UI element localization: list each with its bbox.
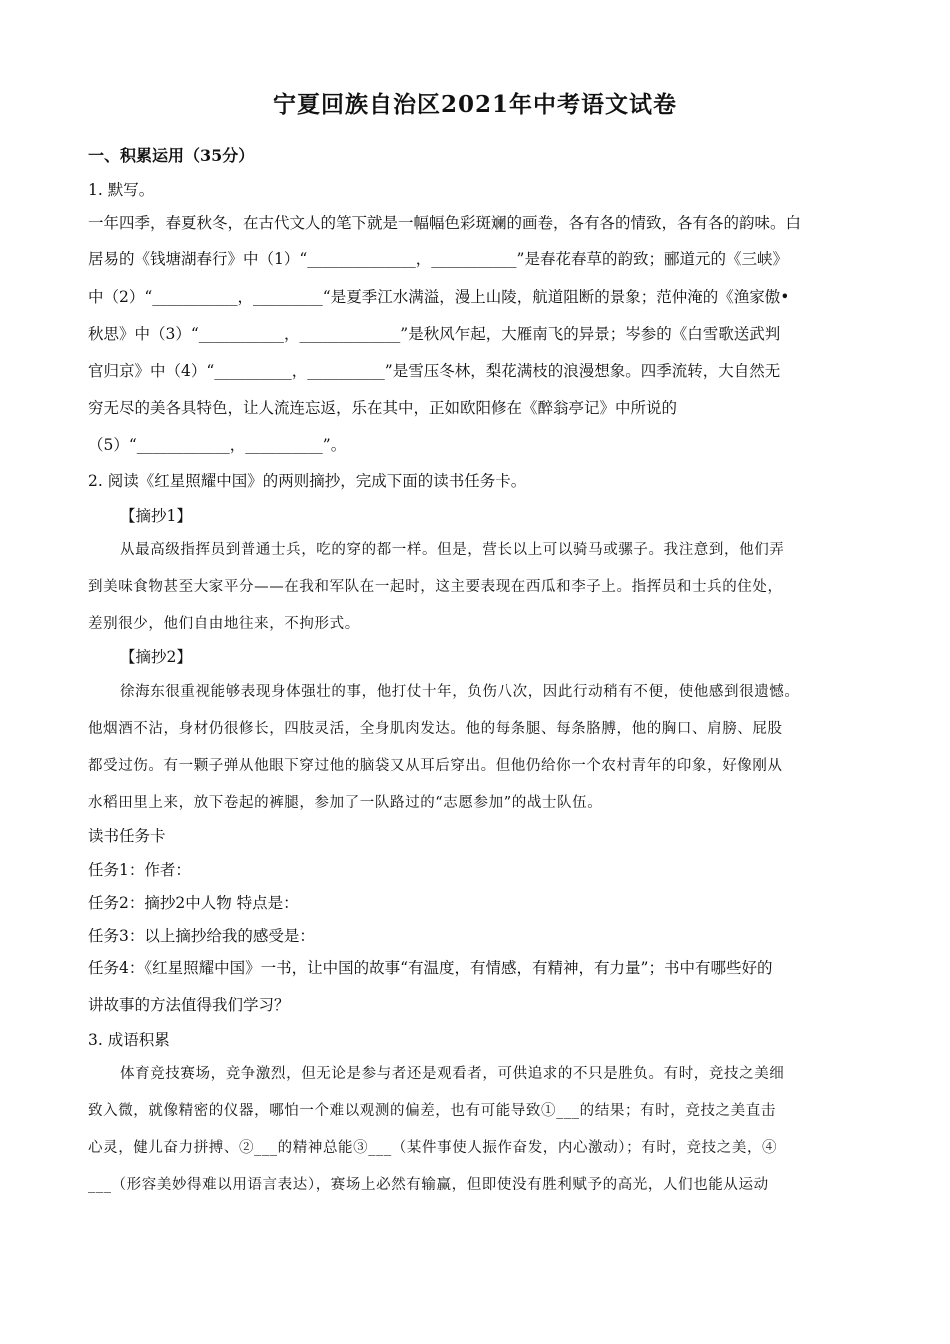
excerpt-2-line: 徐海东很重视能够表现身体强壮的事，他打仗十年，负伤八次，因此行动稍有不便，使他感到很遗憾。 [120, 684, 800, 700]
question-1-text-line: 居易的《钱塘湖春行》中（1）“______________，___________”是春花春草的韵致；郦道元的《三峡》 [88, 250, 788, 268]
question-3-text-line: ___（形容美妙得难以用语言表达），赛场上必然有输赢，但即使没有胜利赋予的高光，人们也能从运动 [88, 1177, 769, 1193]
excerpt-1-line: 从最高级指挥员到普通士兵，吃的穿的都一样。但是，营长以上可以骑马或骡子。我注意到，他们弄 [120, 542, 785, 558]
excerpt-1-line: 差别很少，他们自由地往来，不拘形式。 [88, 616, 360, 632]
question-1-text-line: 一年四季，春夏秋冬，在古代文人的笔下就是一幅幅色彩斑斓的画卷，各有各的情致，各有各的韵味。白 [88, 214, 802, 232]
question-2-label: 2. 阅读《红星照耀中国》的两则摘抄，完成下面的读书任务卡。 [88, 472, 527, 490]
excerpt-2-line: 他烟酒不沾，身材仍很修长，四肢灵活，全身肌肉发达。他的每条腿、每条胳膊，他的胸口、肩膀、屁股 [88, 721, 783, 737]
question-1-label: 1. 默写。 [88, 181, 155, 199]
question-1-text-line: 秋思》中（3）“___________，_____________”是秋风乍起，大雁南飞的异景；岑参的《白雪歌送武判 [88, 325, 781, 343]
page-title: 宁夏回族自治区2021年中考语文试卷 [272, 91, 677, 118]
excerpt-2-line: 水稻田里上来，放下卷起的裤腿，参加了一队路过的“志愿参加”的战士队伍。 [88, 795, 603, 811]
question-1-text-line: 穷无尽的美各具特色，让人流连忘返，乐在其中，正如欧阳修在《醉翁亭记》中所说的 [88, 399, 678, 417]
excerpt-2-title: 【摘抄2】 [120, 648, 192, 666]
question-1-text-line: 中（2）“___________，_________“是夏季江水满溢，漫上山陵，航道阻断的景象；范仲淹的《渔家傲• [88, 288, 790, 306]
task-item: 任务2：摘抄2中人物 特点是： [88, 894, 299, 912]
question-3-text-line: 心灵，健儿奋力拼搏、②___的精神总能③___（某件事使人振作奋发，内心激动）；有时，竞技之美，④ [88, 1140, 778, 1156]
question-1-text-line: （5）“____________，__________”。 [88, 436, 347, 454]
excerpt-1-title: 【摘抄1】 [120, 507, 192, 525]
task-card-title: 读书任务卡 [88, 827, 166, 845]
task-item: 讲故事的方法值得我们学习？ [88, 996, 290, 1014]
task-item: 任务4：《红星照耀中国》一书，让中国的故事“有温度，有情感，有精神，有力量”；书中有哪些好的 [88, 959, 773, 977]
question-3-label: 3. 成语积累 [88, 1031, 170, 1049]
question-3-text-line: 体育竞技赛场，竞争激烈，但无论是参与者还是观看者，可供追求的不只是胜负。有时，竞技之美细 [120, 1066, 785, 1082]
task-item: 任务3：以上摘抄给我的感受是： [88, 927, 315, 945]
excerpt-1-line: 到美味食物甚至大家平分——在我和军队在一起时，这主要表现在西瓜和李子上。指挥员和士兵的住处， [88, 579, 783, 595]
excerpt-2-line: 都受过伤。有一颗子弹从他眼下穿过他的脑袋又从耳后穿出。但他仍给你一个农村青年的印象，好像刚从 [88, 758, 783, 774]
question-1-text-line: 官归京》中（4）“__________，__________”是雪压冬林，梨花满枝的浪漫想象。四季流转，大自然无 [88, 362, 781, 380]
question-3-text-line: 致入微，就像精密的仪器，哪怕一个难以观测的偏差，也有可能导致①___的结果；有时，竞技之美直击 [88, 1103, 776, 1119]
section-heading: 一、积累运用（35分） [88, 146, 255, 165]
task-item: 任务1：作者： [88, 861, 191, 879]
